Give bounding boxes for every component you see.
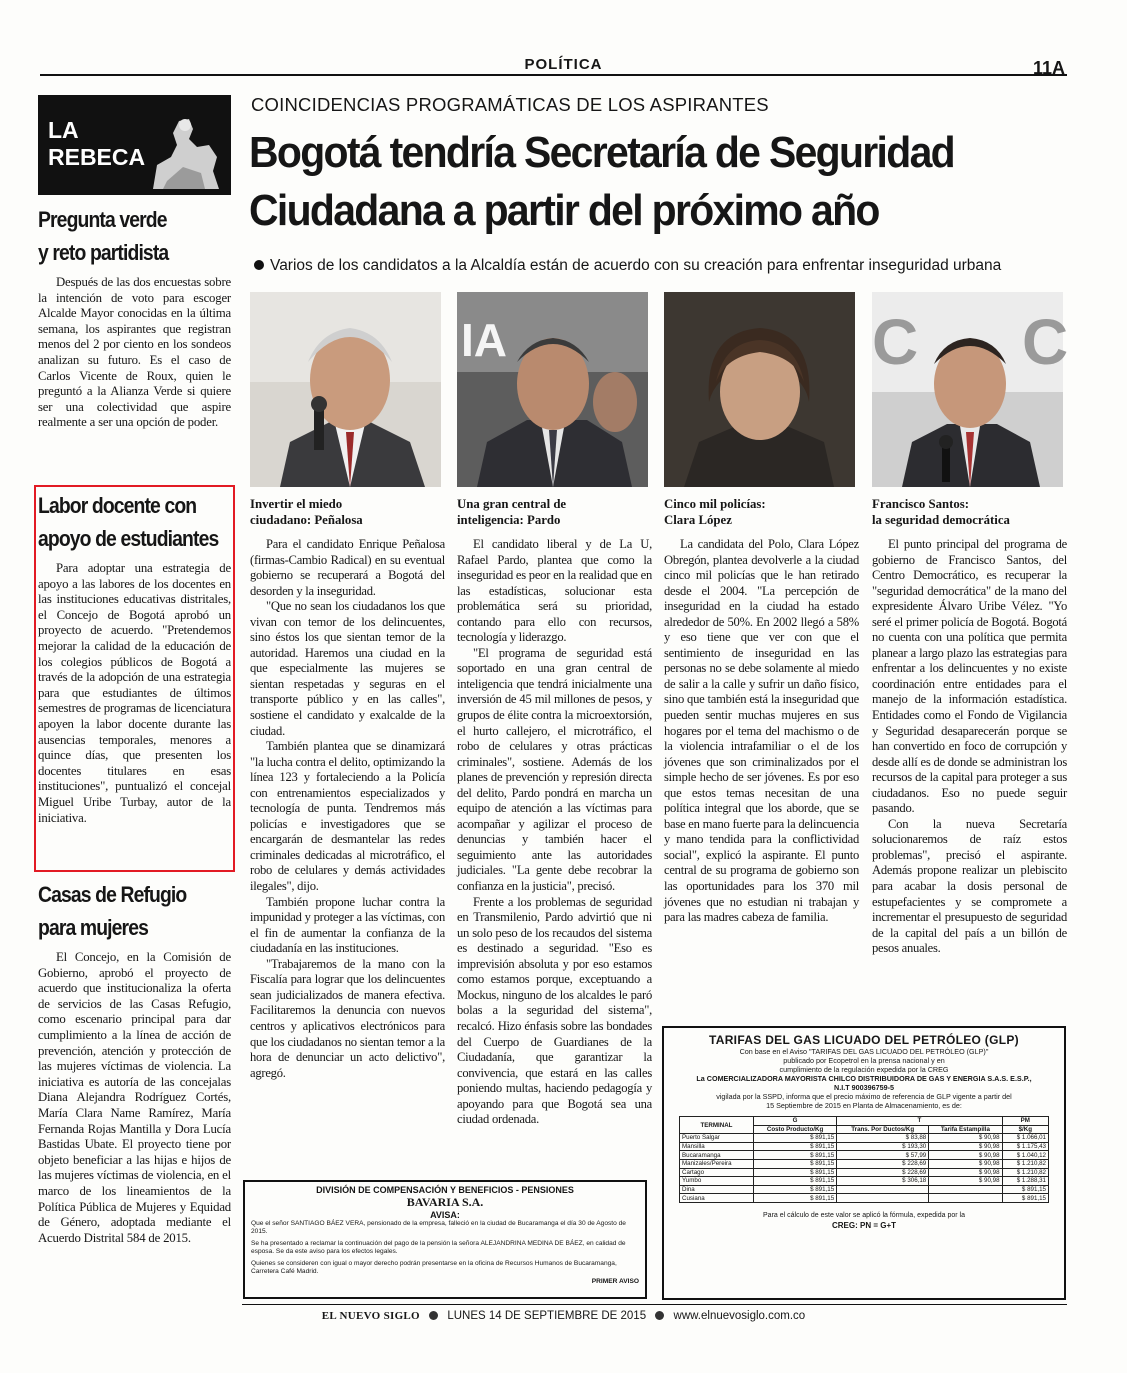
sidebar-item-title: para mujeres: [38, 915, 148, 940]
photo-pardo: [457, 292, 648, 487]
svg-text:C: C: [872, 306, 919, 378]
caption-line: Francisco Santos:: [872, 497, 970, 511]
sidebar-item-title: y reto partidista: [38, 240, 169, 265]
table-cell: $ 90,98: [929, 1142, 1002, 1151]
ad-bavaria: [243, 1180, 647, 1299]
sidebar-item-title: Casas de Refugio: [38, 882, 187, 907]
paragraph: El candidato liberal y de La U, Rafael Pardo, plantea que como la inseguridad es peor en la realidad que en las estadísticas, solucionar esta problemática será su prioridad, contando para ello con recursos, tecnología y liderazgo.: [457, 537, 653, 645]
caption-line: Invertir el miedo: [250, 497, 343, 511]
table-header: Tarifa Estampilla: [929, 1125, 1002, 1134]
candidate-photo-icon: [250, 292, 441, 487]
table-cell: Yumbo: [680, 1177, 754, 1186]
table-cell: Manizales/Pereira: [680, 1159, 754, 1168]
table-cell: $ 891,15: [753, 1142, 836, 1151]
bullet-icon: [655, 1311, 664, 1320]
sidebar-item-body: El Concejo, en la Comisión de Gobierno, aprobó el proyecto de acuerdo que institucionaliza la oferta de servicios de las Casas Refugio, como escenario principal para dar cumplimiento a la línea de acción de prevención, atención y protección de las mujeres víctimas de violencia. La iniciativa es autoría de las concejalas Diana Alejandra Rodríguez Cortés, María Clara Name Ramírez, María Fernanda Rojas Mantilla y Dora Lucía Bastidas Ubate. El proyecto tiene por objeto beneficiar a las hijas e hijos de las mujeres víctimas de violencia, en el marco de los lineamientos de la Política Pública de Mujeres y Equidad de Género, adoptada mediante el Acuerdo Distrital 584 de 2015.: [38, 950, 231, 1245]
table-cell: $ 193,30: [837, 1142, 929, 1151]
photo-penalosa: [250, 292, 441, 487]
paragraph: "El programa de seguridad está soportado en una gran central de inteligencia que tendrá inicialmente una inversión de 45 mil millones de pesos, y grupos de élite contra la microextorsión, el hurto callejero, el microtráfico, el robo de celulares y otras prácticas criminales", sostiene. Además de los planes de prevención y represión directa del delito, Pardo pondrá en marcha un equipo de atención a las víctimas para acompañar y agilizar el proceso de denuncias y también hacer el seguimiento ante las autoridades judiciales. "La gente debe recobrar la confianza en la justicia", precisó.: [457, 645, 652, 894]
sidebar-item-labor-docente: [38, 489, 231, 826]
table-row: [680, 1159, 1049, 1168]
table-cell: Cusiana: [680, 1194, 754, 1203]
table-cell: $ 891,15: [1002, 1185, 1048, 1194]
table-cell: $ 306,18: [837, 1177, 929, 1186]
svg-text:C: C: [1022, 306, 1069, 378]
statue-icon: [143, 105, 223, 189]
caption-francisco-santos: [872, 496, 1067, 528]
logo-text-rebeca: REBECA: [48, 144, 146, 170]
table-header: Costo Producto/Kg: [753, 1125, 836, 1134]
ad-line: cumplimiento de la regulación expedida por la CREG: [779, 1065, 949, 1074]
la-rebeca-logo: [38, 95, 231, 195]
table-cell: $ 891,15: [753, 1168, 836, 1177]
table-cell: [929, 1194, 1002, 1203]
table-cell: $ 891,15: [753, 1177, 836, 1186]
table-cell: $ 891,15: [753, 1159, 836, 1168]
sidebar-item-title: Labor docente con: [38, 493, 197, 518]
ad-line: Quienes se consideren con igual o mayor derecho podrán presentarse en la oficina de Recursos Humanos de Bucaramanga, Carretera Café Madrid.: [251, 1259, 617, 1276]
caption-clara-lopez: [664, 496, 859, 528]
header-rule: [40, 74, 1067, 76]
article-headline: [249, 124, 1021, 240]
table-cell: $ 1.066,01: [1002, 1134, 1048, 1143]
table-row: [680, 1142, 1049, 1151]
paragraph: Con la nueva Secretaría solucionaremos de raíz estos problemas", precisó el aspirante. Además propone realizar un plebiscito para acabar la dosis personal de estupefacientes y se compromete a incrementar el presupuesto de seguridad de la capital del país a un billón de pesos anuales.: [872, 816, 1067, 956]
paragraph: "Que no sean los ciudadanos los que vivan con temor de los delincuentes, sino éstos los que sientan temor de la autoridad. Haremos una ciudad en la que especialmente las mujeres se sientan respetadas y seguras en el transporte público y en las calles", sostiene el candidato y exalcalde de la ciudad.: [250, 599, 445, 738]
sidebar-item-title: Pregunta verde: [38, 207, 167, 232]
article-column-3: [664, 537, 859, 926]
table-cell: Mansilla: [680, 1142, 754, 1151]
photo-francisco-santos: [872, 292, 1069, 487]
footer-rule: [242, 1304, 1067, 1305]
logo-text-la: LA: [48, 117, 79, 143]
caption-line: inteligencia: Pardo: [457, 513, 561, 527]
caption-line: Clara López: [664, 513, 732, 527]
ad-gas-tariffs: [662, 1026, 1066, 1300]
table-cell: $ 90,98: [929, 1159, 1002, 1168]
table-cell: Puerto Salgar: [680, 1134, 754, 1143]
table-cell: $ 1.288,31: [1002, 1177, 1048, 1186]
article-subhead: [254, 257, 1001, 275]
paragraph: "Trabajaremos de la mano con la Fiscalía para lograr que los delincuentes sean judicializados de manera efectiva. Facilitaremos la denuncia con nuevos centros y aplicativos electrónicos para que los ciudadanos no sientan temor a la hora de denunciar un acto delictivo", agregó.: [250, 956, 445, 1080]
article-column-1: [250, 537, 445, 1081]
headline-line-2: Ciudadana a partir del próximo año: [249, 186, 879, 235]
subhead-text: Varios de los candidatos a la Alcaldía están de acuerdo con su creación para enfrentar inseguridad urbana: [270, 257, 1002, 274]
table-cell: $ 891,15: [1002, 1194, 1048, 1203]
table-cell: $ 90,98: [929, 1168, 1002, 1177]
sidebar-item-title: apoyo de estudiantes: [38, 526, 219, 551]
ad-line: Que el señor SANTIAGO BÁEZ VERA, pensionado de la empresa, falleció en la ciudad de Bucaramanga el día 30 de Agosto de 2015.: [251, 1220, 626, 1236]
sidebar-item-body: Después de las dos encuestas sobre la intención de voto para escoger Alcalde Mayor conocidas en la última semana, los aspirantes que registran menos del 2 por ciento en los sondeos analizan su futuro. Es el caso de Carlos Vicente de Roux, quien le preguntó a la Alianza Verde si quiere ser una colectividad que aspire realmente a ser una opción de poder.: [38, 275, 231, 430]
table-row: [680, 1151, 1049, 1160]
table-cell: $ 1.210,82: [1002, 1168, 1048, 1177]
sidebar-item-pregunta-verde: [38, 203, 231, 431]
tariff-table-body: [680, 1134, 1049, 1203]
ad-heading: DIVISIÓN DE COMPENSACIÓN Y BENEFICIOS - PENSIONES: [316, 1185, 574, 1195]
ad-company: La COMERCIALIZADORA MAYORISTA CHILCO DISTRIBUIDORA DE GAS Y ENERGIA S.A.S. E.S.P.,: [696, 1074, 1032, 1083]
table-row: [680, 1194, 1049, 1203]
table-cell: $ 891,15: [753, 1185, 836, 1194]
article-column-4: [872, 537, 1067, 957]
caption-penalosa: [250, 496, 445, 528]
ad-company: BAVARIA S.A.: [406, 1195, 484, 1209]
table-cell: $ 57,99: [837, 1151, 929, 1160]
bullet-icon: [254, 260, 264, 270]
table-header: PM: [1002, 1117, 1048, 1126]
table-cell: $ 1.175,43: [1002, 1142, 1048, 1151]
svg-text:IA: IA: [461, 314, 507, 366]
sidebar-item-body: Para adoptar una estrategia de apoyo a las labores de los docentes en las instituciones educativas distritales, el Concejo de Bogotá aprobó un proyecto de acuerdo. "Pretendemos mejorar la calidad de la educación de los colegios públicos de Bogotá a través de la adopción de una estrategia para que estudiantes de últimos semestres de programas de licenciatura apoyen la labor docente durante las ausencias temporales, menores a quince días, que presenten los docentes titulares en esas instituciones", puntualizó el concejal Miguel Uribe Turbay, autor de la iniciativa.: [38, 561, 231, 825]
table-header: Trans. Por Ductos/Kg: [837, 1125, 929, 1134]
ad-title: TARIFAS DEL GAS LICUADO DEL PETRÓLEO (GLP): [709, 1033, 1019, 1047]
paragraph: También propone luchar contra la impunidad y proteger a las víctimas, con el fin de aumentar la confianza de la ciudadanía en las instituciones.: [250, 894, 445, 956]
tariff-table: [679, 1116, 1049, 1203]
table-cell: $ 891,15: [753, 1194, 836, 1203]
table-cell: $ 1.210,82: [1002, 1159, 1048, 1168]
table-cell: $ 1.040,12: [1002, 1151, 1048, 1160]
footer-logo: EL NUEVO SIGLO: [321, 1310, 420, 1322]
table-header: TERMINAL: [680, 1117, 754, 1134]
footer-date: LUNES 14 DE SEPTIEMBRE DE 2015: [447, 1310, 647, 1322]
table-cell: [837, 1185, 929, 1194]
bullet-icon: [429, 1311, 438, 1320]
table-cell: $ 228,69: [837, 1168, 929, 1177]
article-kicker: COINCIDENCIAS PROGRAMÁTICAS DE LOS ASPIRANTES: [251, 94, 769, 115]
table-cell: $ 891,15: [753, 1151, 836, 1160]
candidate-photo-icon: [872, 292, 1069, 487]
paragraph: La candidata del Polo, Clara López Obregón, plantea devolverle a la ciudad cinco mil policías que le han retirado desde el 2004. "La percepción de inseguridad en la ciudad ha estado alrededor de 50%. En 2002 llegó a 58% y eso tiene que ver con que el sentimiento de inseguridad en las personas no se debe solamente al miedo de salir a la calle y sufrir un daño físico, sino que también está la inseguridad que pueden sentir muchas mujeres en sus hogares por el tema del machismo o de la violencia intrafamiliar o el de los jóvenes que son criminalizados por el simple hecho de ser jóvenes. Es por eso que estos temas necesitan de una política integral que los aborde, que se base en mano fuerte para la delincuencia y mano tendida para la conflictividad social", explicó la aspirante. El punto central de su programa de gobierno son las oportunidades para los 370 mil jóvenes que no estudian ni trabajan y para las madres cabeza de familia.: [664, 537, 859, 925]
table-cell: $ 83,88: [837, 1134, 929, 1143]
table-header: G: [753, 1117, 836, 1126]
table-cell: $ 90,98: [929, 1134, 1002, 1143]
table-cell: Cartago: [680, 1168, 754, 1177]
paragraph: Frente a los problemas de seguridad en Transmilenio, Pardo advirtió que ni un solo peso de los recaudos del sistema es destinado a seguridad. "Eso es imprevisión absoluta y por eso estamos como estamos porque, exceptuando a Mockus, ninguno de los alcaldes le paró bolas a la seguridad del sistema", recalcó. Hizo énfasis sobre las bondades del Cuerpo de Guardianes de la Ciudadanía, que garantizar la convivencia, que estará en las calles poniendo multas, haciendo pedagogía y apoyando para que Bogotá sea una ciudad ordenada.: [457, 894, 652, 1127]
caption-line: Una gran central de: [457, 497, 567, 511]
ad-formula: CREG: PN = G+T: [831, 1220, 896, 1230]
ad-line: Con base en el Aviso "TARIFAS DEL GAS LICUADO DEL PETRÓLEO (GLP)": [739, 1047, 989, 1056]
table-cell: $ 90,98: [929, 1151, 1002, 1160]
ad-line: Se ha presentado a reclamar la continuación del pago de la pensión la señora ALEJANDRINA MEDINA DE BÁEZ, en calidad de esposa. Se da este aviso para los efectos legales.: [251, 1239, 626, 1256]
table-row: [680, 1185, 1049, 1194]
ad-line: 15 Septiembre de 2015 en Planta de Almacenamiento, es de:: [766, 1101, 962, 1110]
paragraph: También plantea que se dinamizará "la lucha contra el delito, optimizando la línea 123 y fortaleciendo a la Policía con entrenamientos especializados y tecnología de punta. Tendremos más policías e investigadores que se encargarán de desmantelar las redes criminales dedicadas al microtráfico, el robo de celulares y demás actividades ilegales", dijo.: [250, 739, 445, 894]
ad-signature: PRIMER AVISO: [591, 1278, 639, 1286]
table-header: T: [837, 1117, 1002, 1126]
table-cell: $ 228,69: [837, 1159, 929, 1168]
section-title: POLÍTICA: [524, 56, 603, 73]
footer-url: www.elnuevosiglo.com.co: [673, 1310, 806, 1322]
candidate-photo-icon: [664, 292, 855, 487]
table-row: [680, 1177, 1049, 1186]
sidebar: [38, 95, 231, 195]
sidebar-item-casas-refugio: [38, 878, 231, 1246]
caption-line: Cinco mil policías:: [664, 497, 766, 511]
ad-line: vigilada por la SSPD, informa que el precio máximo de referencia de GLP vigente a partir del: [716, 1092, 1012, 1101]
candidate-photo-icon: [457, 292, 648, 487]
ad-formula-note: Para el cálculo de este valor se aplicó la fórmula, expedida por la: [763, 1211, 965, 1219]
paragraph: Para el candidato Enrique Peñalosa (firmas-Cambio Radical) en su eventual gobierno se recuperará a Bogotá del desorden y la inseguridad.: [250, 537, 445, 598]
article-column-2: [457, 537, 652, 1128]
table-cell: Bucaramanga: [680, 1151, 754, 1160]
table-header: $/Kg: [1002, 1125, 1048, 1134]
caption-line: la seguridad democrática: [872, 513, 1010, 527]
page-number: 11A: [1032, 58, 1065, 78]
table-cell: $ 90,98: [929, 1177, 1002, 1186]
headline-line-1: Bogotá tendría Secretaría de Seguridad: [249, 128, 954, 177]
ad-line: publicado por Ecopetrol en la prensa nacional y en: [783, 1056, 945, 1065]
ad-nit: N.I.T 900396759-5: [834, 1083, 894, 1092]
ad-notice: AVISA:: [430, 1210, 460, 1220]
table-row: [680, 1134, 1049, 1143]
paragraph: El punto principal del programa de gobierno de Francisco Santos, del Centro Democrático, es recuperar la "seguridad democrática" de la mano del expresidente Álvaro Uribe Vélez. "Yo seré el primer policía de Bogotá. Bogotá no cuenta con una política que permita planear a largo plazo las estrategias para enfrentar a los delincuentes y no existe coordinación entre entidades para el manejo de la información estadística. Entidades como el Fondo de Vigilancia y Seguridad desaparecerán porque se han convertido en foco de corrupción y desde allí es de donde se administran los recursos de la capital para proteger a sus ciudadanos. Eso no puede seguir pasando.: [872, 537, 1067, 816]
table-cell: Dina: [680, 1185, 754, 1194]
caption-pardo: [457, 496, 652, 528]
table-row: [680, 1168, 1049, 1177]
table-cell: $ 891,15: [753, 1134, 836, 1143]
table-cell: [837, 1194, 929, 1203]
table-cell: [929, 1185, 1002, 1194]
photo-clara-lopez: [664, 292, 855, 487]
caption-line: ciudadano: Peñalosa: [250, 513, 363, 527]
page-footer: [0, 1310, 1127, 1322]
